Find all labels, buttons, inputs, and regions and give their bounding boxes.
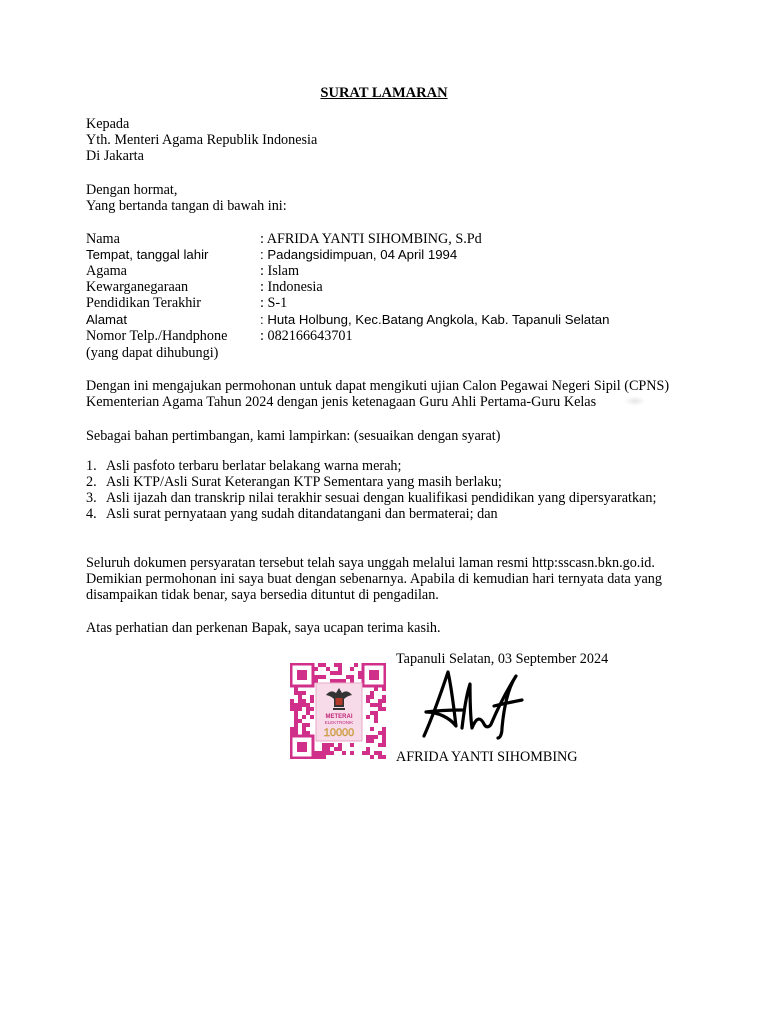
qr-cell: [318, 675, 322, 679]
attachment-number: 4.: [86, 506, 97, 522]
qr-cell: [334, 663, 338, 667]
qr-cell: [322, 663, 326, 667]
qr-cell: [330, 679, 334, 683]
recipient-line-2: Yth. Menteri Agama Republik Indonesia: [86, 132, 318, 148]
signer-name: AFRIDA YANTI SIHOMBING: [396, 749, 578, 765]
qr-cell: [322, 743, 326, 747]
qr-cell: [366, 695, 370, 699]
qr-cell: [370, 727, 374, 731]
qr-cell: [382, 687, 386, 691]
qr-finder-core: [297, 742, 307, 752]
scan-smudge: [624, 396, 646, 406]
qr-cell: [322, 751, 326, 755]
qr-cell: [306, 703, 310, 707]
identity-value-education: : S-1: [260, 295, 288, 311]
qr-cell: [326, 747, 330, 751]
qr-cell: [382, 743, 386, 747]
qr-cell: [350, 667, 354, 671]
qr-cell: [290, 703, 294, 707]
qr-cell: [378, 755, 382, 759]
qr-cell: [310, 707, 314, 711]
qr-cell: [298, 719, 302, 723]
qr-cell: [318, 755, 322, 759]
identity-value-name: : AFRIDA YANTI SIHOMBING, S.Pd: [260, 231, 482, 247]
qr-cell: [378, 743, 382, 747]
signature-icon: [418, 666, 526, 740]
attachment-item: Asli surat pernyataan yang sudah ditandatangani dan bermaterai; dan: [106, 506, 498, 522]
qr-cell: [298, 703, 302, 707]
qr-cell: [294, 719, 298, 723]
qr-cell: [370, 755, 374, 759]
qr-cell: [306, 723, 310, 727]
qr-cell: [314, 755, 318, 759]
attachment-number: 3.: [86, 490, 97, 506]
qr-cell: [314, 675, 318, 679]
qr-cell: [374, 719, 378, 723]
qr-cell: [370, 735, 374, 739]
qr-cell: [338, 667, 342, 671]
qr-cell: [342, 679, 346, 683]
attachment-number: 1.: [86, 458, 97, 474]
identity-value-citizenship: : Indonesia: [260, 279, 323, 295]
greeting-line-1: Dengan hormat,: [86, 182, 178, 198]
qr-cell: [326, 751, 330, 755]
qr-cell: [338, 747, 342, 751]
qr-finder-core: [297, 670, 307, 680]
greeting-line-2: Yang bertanda tangan di bawah ini:: [86, 198, 287, 214]
qr-finder-core: [369, 670, 379, 680]
qr-cell: [294, 715, 298, 719]
qr-cell: [338, 663, 342, 667]
qr-cell: [382, 727, 386, 731]
qr-cell: [322, 675, 326, 679]
attachment-item: Asli ijazah dan transkrip nilai terakhir sesuai dengan kualifikasi pendidikan yang dipersyaratkan;: [106, 490, 657, 506]
identity-label-education: Pendidikan Terakhir: [86, 295, 201, 311]
application-line-2: Kementerian Agama Tahun 2024 dengan jenis ketenagaan Guru Ahli Pertama-Guru Kelas: [86, 394, 597, 410]
attachment-item: Asli KTP/Asli Surat Keterangan KTP Sementara yang masih berlaku;: [106, 474, 502, 490]
qr-cell: [306, 731, 310, 735]
qr-cell: [306, 707, 310, 711]
identity-value-religion: : Islam: [260, 263, 300, 279]
qr-cell: [334, 679, 338, 683]
qr-cell: [366, 751, 370, 755]
identity-label-name: Nama: [86, 231, 120, 247]
identity-label-phone: Nomor Telp./Handphone: [86, 328, 228, 344]
qr-cell: [346, 675, 350, 679]
identity-label-birth: Tempat, tanggal lahir: [86, 247, 209, 262]
identity-label-religion: Agama: [86, 263, 127, 279]
qr-cell: [326, 743, 330, 747]
qr-cell: [330, 751, 334, 755]
qr-cell: [298, 699, 302, 703]
qr-cell: [326, 667, 330, 671]
qr-cell: [382, 739, 386, 743]
qr-cell: [310, 695, 314, 699]
qr-cell: [290, 699, 294, 703]
qr-cell: [306, 711, 310, 715]
qr-cell: [318, 751, 322, 755]
qr-cell: [322, 747, 326, 751]
identity-value-birth: : Padangsidimpuan, 04 April 1994: [260, 247, 458, 262]
qr-cell: [350, 751, 354, 755]
qr-cell: [310, 699, 314, 703]
qr-cell: [378, 751, 382, 755]
place-date: Tapanuli Selatan, 03 September 2024: [396, 651, 609, 667]
qr-cell: [330, 671, 334, 675]
qr-cell: [350, 743, 354, 747]
qr-cell: [302, 727, 306, 731]
qr-cell: [366, 699, 370, 703]
qr-cell: [358, 675, 362, 679]
attachments-intro: Sebagai bahan pertimbangan, kami lampirkan: (sesuaikan dengan syarat): [86, 428, 501, 444]
qr-cell: [366, 735, 370, 739]
identity-value-phone: : 082166643701: [260, 328, 353, 344]
qr-cell: [378, 707, 382, 711]
qr-cell: [382, 755, 386, 759]
qr-cell: [310, 715, 314, 719]
attachment-item: Asli pasfoto terbaru berlatar belakang warna merah;: [106, 458, 402, 474]
qr-cell: [350, 679, 354, 683]
qr-cell: [294, 691, 298, 695]
attachment-number: 2.: [86, 474, 97, 490]
recipient-line-1: Kepada: [86, 116, 130, 132]
qr-cell: [298, 691, 302, 695]
qr-cell: [382, 731, 386, 735]
closing-line-3: disampaikan tidak benar, saya bersedia dituntut di pengadilan.: [86, 587, 439, 603]
qr-cell: [294, 731, 298, 735]
qr-cell: [338, 679, 342, 683]
qr-cell: [378, 731, 382, 735]
qr-cell: [302, 699, 306, 703]
qr-cell: [370, 695, 374, 699]
qr-cell: [294, 711, 298, 715]
qr-cell: [350, 675, 354, 679]
qr-cell: [318, 663, 322, 667]
qr-cell: [294, 723, 298, 727]
qr-cell: [382, 735, 386, 739]
qr-cell: [378, 699, 382, 703]
identity-label-citizenship: Kewarganegaraan: [86, 279, 189, 295]
qr-cell: [290, 707, 294, 711]
qr-cell: [334, 747, 338, 751]
phone-note: (yang dapat dihubungi): [86, 345, 219, 361]
qr-cell: [378, 703, 382, 707]
qr-cell: [302, 723, 306, 727]
qr-cell: [290, 727, 294, 731]
qr-cell: [298, 707, 302, 711]
qr-cell: [314, 751, 318, 755]
qr-cell: [374, 715, 378, 719]
qr-cell: [334, 671, 338, 675]
qr-cell: [298, 695, 302, 699]
qr-cell: [382, 699, 386, 703]
qr-cell: [366, 739, 370, 743]
qr-cell: [342, 751, 346, 755]
qr-cell: [330, 743, 334, 747]
application-line-1: Dengan ini mengajukan permohonan untuk dapat mengikuti ujian Calon Pegawai Negeri Sipil (CPNS): [86, 378, 670, 394]
thanks-line: Atas perhatian dan perkenan Bapak, saya ucapan terima kasih.: [86, 620, 441, 636]
qr-cell: [302, 703, 306, 707]
qr-cell: [354, 663, 358, 667]
qr-cell: [366, 715, 370, 719]
stamp-value: 10000: [323, 727, 355, 739]
qr-cell: [370, 703, 374, 707]
qr-cell: [370, 739, 374, 743]
qr-cell: [362, 751, 366, 755]
qr-cell: [294, 687, 298, 691]
qr-cell: [382, 695, 386, 699]
qr-cell: [338, 671, 342, 675]
qr-cell: [382, 707, 386, 711]
qr-cell: [370, 711, 374, 715]
qr-cell: [294, 727, 298, 731]
qr-cell: [374, 687, 378, 691]
recipient-line-3: Di Jakarta: [86, 148, 144, 164]
qr-cell: [374, 751, 378, 755]
qr-cell: [302, 731, 306, 735]
qr-cell: [370, 691, 374, 695]
qr-cell: [322, 755, 326, 759]
identity-label-address: Alamat: [86, 312, 128, 327]
qr-cell: [374, 735, 378, 739]
closing-line-2: Demikian permohonan ini saya buat dengan sebenarnya. Apabila di kemudian hari ternyata data yang: [86, 571, 662, 587]
qr-cell: [338, 743, 342, 747]
stamp-label-1: METERAI: [325, 714, 353, 720]
identity-value-address: : Huta Holbung, Kec.Batang Angkola, Kab. Tapanuli Selatan: [260, 312, 610, 327]
stamp-label-2: ELEKTRONIK: [324, 720, 354, 725]
closing-line-1: Seluruh dokumen persyaratan tersebut telah saya unggah melalui laman resmi http:sscasn.bkn.go.id.: [86, 555, 655, 571]
qr-cell: [314, 679, 318, 683]
qr-cell: [314, 667, 318, 671]
qr-cell: [374, 703, 378, 707]
qr-cell: [374, 711, 378, 715]
qr-cell: [294, 707, 298, 711]
qr-cell: [358, 671, 362, 675]
qr-cell: [294, 703, 298, 707]
letter-title: SURAT LAMARAN: [320, 85, 448, 101]
qr-cell: [366, 747, 370, 751]
qr-cell: [290, 731, 294, 735]
qr-cell: [302, 691, 306, 695]
meterai-stamp-icon: [290, 663, 386, 759]
qr-cell: [302, 715, 306, 719]
